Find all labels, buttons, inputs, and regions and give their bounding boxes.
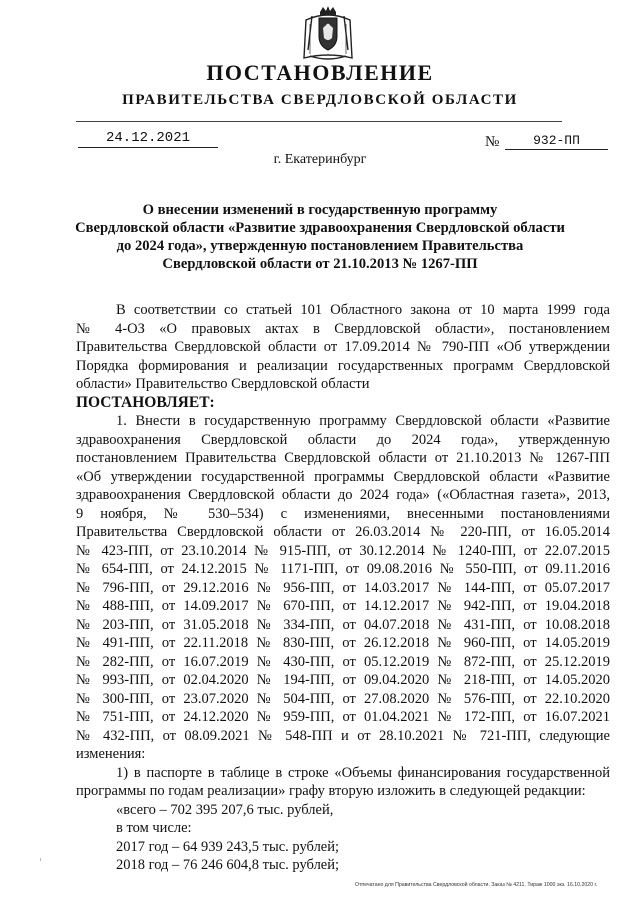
- text-line: № 432-ПП, от 08.09.2021 № 548-ПП и от 28.10.2021 № 721-ПП, следующие: [76, 727, 610, 744]
- text-line: постановлением Правительства Свердловской области от 21.10.2013 № 1267-ПП: [76, 450, 610, 466]
- item-1: [76, 412, 610, 764]
- text-line: Правительства Свердловской области от 17.09.2014 № 790-ПП «Об утверждении: [76, 339, 610, 355]
- print-footer-note: Отпечатано для Правительства Свердловской области. Заказ № 4211. Тираж 1000 экз. 16.10.2020 г.: [355, 882, 598, 888]
- text-line: Порядка формирования и реализации государственных программ Свердловской: [76, 357, 610, 374]
- text-line: № 4-ОЗ «О правовых актах в Свердловской области», постановлением: [76, 320, 610, 337]
- sub-item-1: [76, 764, 610, 801]
- document-body: [76, 301, 610, 875]
- text-line: 2017 год – 64 939 243,5 тыс. рублей;: [116, 838, 340, 855]
- text-line: № 300-ПП, от 23.07.2020 № 504-ПП, от 27.08.2020 № 576-ПП, от 22.10.2020: [76, 690, 610, 707]
- quoted-financing: [76, 801, 610, 875]
- text-line: № 796-ПП, от 29.12.2016 № 956-ПП, от 14.03.2017 № 144-ПП, от 05.07.2017: [76, 579, 610, 596]
- text-line: 1. Внести в государственную программу Свердловской области «Развитие: [116, 413, 610, 429]
- text-line: № 203-ПП, от 31.05.2018 № 334-ПП, от 04.07.2018 № 431-ПП, от 10.08.2018: [76, 616, 610, 633]
- issuing-authority: ПРАВИТЕЛЬСТВА СВЕРДЛОВСКОЙ ОБЛАСТИ: [122, 92, 518, 108]
- text-line: изменения:: [76, 746, 146, 762]
- header-divider: [76, 121, 562, 122]
- text-line: «Об утверждении государственной программы Свердловской области «Развитие: [76, 468, 610, 485]
- text-line: 2018 год – 76 246 604,8 тыс. рублей;: [116, 857, 340, 873]
- preamble: [76, 301, 610, 394]
- document-date: 24.12.2021: [78, 130, 218, 148]
- document-type-title: ПОСТАНОВЛЕНИЕ: [206, 60, 434, 85]
- text-line: программы по годам реализации» графу вторую изложить в следующей редакции:: [76, 783, 586, 799]
- text-line: № 282-ПП, от 16.07.2019 № 430-ПП, от 05.12.2019 № 872-ПП, от 25.12.2019: [76, 653, 610, 670]
- text-line: в том числе:: [116, 820, 192, 836]
- heading-line: О внесении изменений в государственную программу: [142, 202, 498, 218]
- text-line: 1) в паспорте в таблице в строке «Объемы финансирования государственной: [116, 764, 610, 781]
- document-heading: [70, 201, 570, 273]
- text-line: № 491-ПП, от 22.11.2018 № 830-ПП, от 26.12.2018 № 960-ПП, от 14.05.2019: [76, 635, 610, 651]
- heading-line: до 2024 года», утвержденную постановлением Правительства: [116, 238, 524, 254]
- heading-line: Свердловской области от 21.10.2013 № 1267-ПП: [162, 256, 478, 272]
- document-city: г. Екатеринбург: [273, 152, 367, 167]
- sverdlovsk-coat-of-arms-icon: [302, 6, 354, 62]
- text-line: В соответствии со статьей 101 Областного закона от 10 марта 1999 года: [116, 302, 610, 318]
- resolves-heading: ПОСТАНОВЛЯЕТ:: [76, 393, 215, 411]
- text-line: области» Правительство Свердловской области: [76, 376, 370, 392]
- text-line: 9 ноября, № 530–534) с изменениями, внесенными постановлениями: [76, 505, 610, 522]
- number-label: №: [485, 134, 500, 150]
- text-line: № 654-ПП, от 24.12.2015 № 1171-ПП, от 09.08.2016 № 550-ПП, от 09.11.2016: [76, 561, 610, 577]
- text-line: № 751-ПП, от 24.12.2020 № 959-ПП, от 01.04.2021 № 172-ПП, от 16.07.2021: [76, 709, 610, 725]
- text-line: Правительства Свердловской области от 26.03.2014 № 220-ПП, от 16.05.2014: [76, 524, 610, 540]
- text-line: здравоохранения Свердловской области до 2024 года», утвержденную: [76, 431, 610, 448]
- scan-speck: [40, 858, 41, 861]
- text-line: «всего – 702 395 207,6 тыс. рублей,: [116, 801, 334, 818]
- text-line: № 993-ПП, от 02.04.2020 № 194-ПП, от 09.04.2020 № 218-ПП, от 14.05.2020: [76, 672, 610, 688]
- text-line: здравоохранения Свердловской области до 2024 года» («Областная газета», 2013,: [76, 487, 610, 503]
- heading-line: Свердловской области «Развитие здравоохранения Свердловской области: [75, 220, 565, 236]
- text-line: № 488-ПП, от 14.09.2017 № 670-ПП, от 14.12.2017 № 942-ПП, от 19.04.2018: [76, 598, 610, 614]
- text-line: № 423-ПП, от 23.10.2014 № 915-ПП, от 30.12.2014 № 1240-ПП, от 22.07.2015: [76, 542, 610, 559]
- document-number: 932-ПП: [505, 133, 608, 150]
